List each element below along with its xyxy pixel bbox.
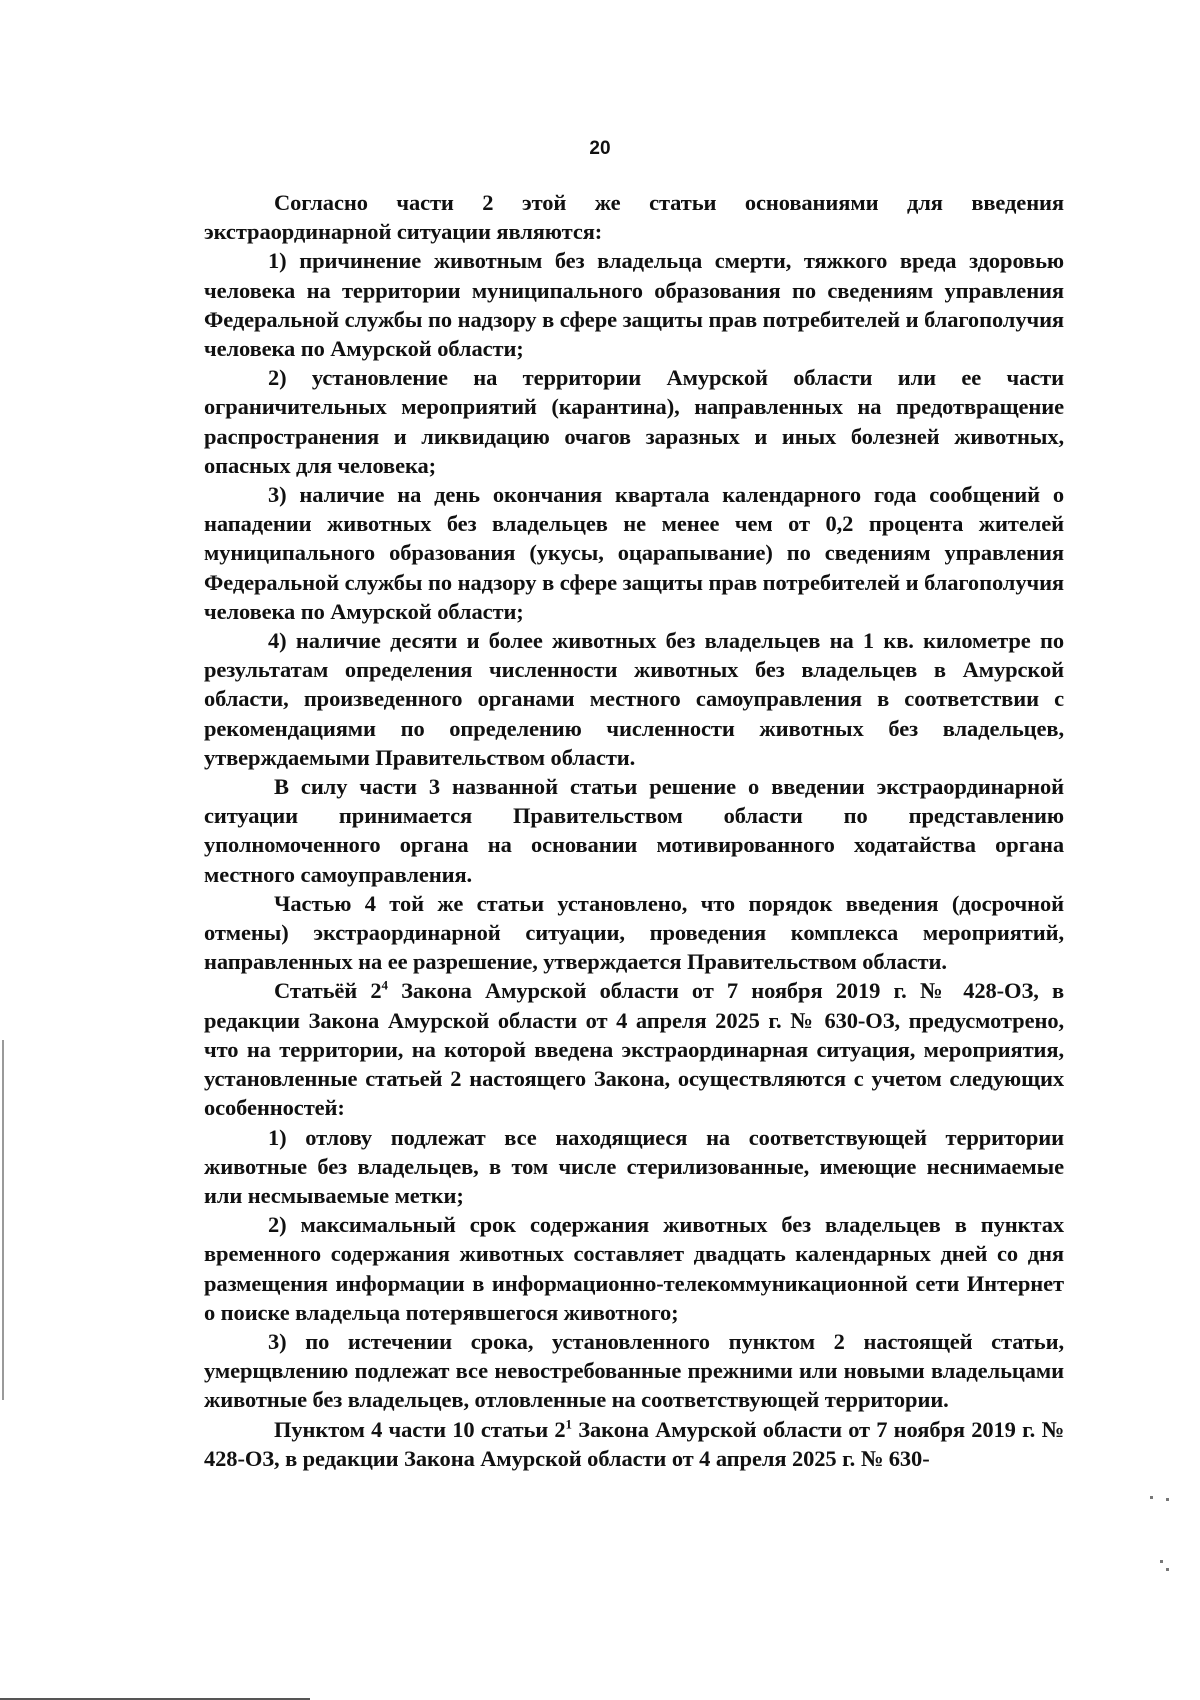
document-body <box>204 188 1064 1473</box>
article-ref-text: Статьёй 2 <box>274 978 382 1004</box>
paragraph-ground-4: 4) наличие десяти и более животных без владельцев на 1 кв. километре по результатам определения численности животных без владельцев в Амурской области, произведенного органами местного самоуправления в соответствии с рекомендациями по определению численности животных без владельцев, утверждаемыми Правительством области. <box>204 628 1064 770</box>
paragraph-ground-1: 1) причинение животным без владельца смерти, тяжкого вреда здоровью человека на территории муниципального образования по сведениям управления Федеральной службы по надзору в сфере защиты прав потребителей и благополучия человека по Амурской области; <box>204 248 1064 362</box>
paragraph-feature-2: 2) максимальный срок содержания животных без владельцев в пунктах временного содержания животных составляет двадцать календарных дней со дня размещения информации в информационно-телекоммуникационной сети Интернет о поиске владельца потерявшегося животного; <box>204 1212 1064 1325</box>
scan-speck <box>1160 1560 1163 1563</box>
paragraph-part-3: В силу части 3 названной статьи решение о введении экстраординарной ситуации принимается Правительством области по представлению уполномоченного органа на основании мотивированного ходатайства органа местного самоуправления. <box>204 774 1064 887</box>
final-ref-text: Пунктом 4 части 10 статьи 2 <box>274 1416 566 1442</box>
article-superscript: 4 <box>381 977 388 993</box>
final-body-text: Закона Амурской области от 7 ноября 2019 г. № 428-ОЗ, в редакции Закона Амурской области от 4 апреля 2025 г. № 630- <box>204 1416 1064 1471</box>
paragraph-part-4: Частью 4 той же статьи установлено, что порядок введения (досрочной отмены) экстраординарной ситуации, проведения комплекса мероприятий, направленных на ее разрешение, утверждается Правительством области. <box>204 890 1064 975</box>
paragraph-ground-2: 2) установление на территории Амурской области или ее части ограничительных мероприятий (карантина), направленных на предотвращение распространения и ликвидацию очагов заразных и иных болезней животных, опасных для человека; <box>204 365 1064 478</box>
paragraph-feature-3: 3) по истечении срока, установленного пунктом 2 настоящей статьи, умерщвлению подлежат все невостребованные прежними или новыми владельцами животные без владельцев, отловленные на соответствующей территории. <box>204 1328 1064 1413</box>
paragraph-feature-1: 1) отлову подлежат все находящиеся на соответствующей территории животные без владельцев, в том числе стерилизованные, имеющие неснимаемые или несмываемые метки; <box>204 1124 1064 1208</box>
scan-left-edge-shadow <box>2 1040 4 1400</box>
paragraph-ground-3: 3) наличие на день окончания квартала календарного года сообщений о нападении животных без владельцев не менее чем от 0,2 процента жителей муниципального образования (укусы, оцарапывание) по сведениям управления Федеральной службы по надзору в сфере защиты прав потребителей и благополучия человека по Амурской области; <box>204 482 1064 624</box>
paragraph-final <box>204 1415 1064 1473</box>
scan-speck <box>1150 1496 1153 1499</box>
article-body-text: Закона Амурской области от 7 ноября 2019 г. № 428-ОЗ, в редакции Закона Амурской области от 4 апреля 2025 г. № 630-ОЗ, предусмотрено, что на территории, на которой введена экстраординарная ситуация, мероприятия, установленные статьей 2 настоящего Закона, осуществляются с учетом следующих особенностей: <box>204 978 1064 1121</box>
paragraph-article-2-4 <box>204 976 1064 1122</box>
paragraph-grounds-intro: Согласно части 2 этой же статьи основаниями для введения экстраординарной ситуации являются: <box>204 190 1064 245</box>
page-number: 20 <box>589 138 611 159</box>
final-superscript: 1 <box>565 1416 572 1432</box>
scan-speck <box>1166 1498 1169 1501</box>
scan-speck <box>1166 1568 1169 1571</box>
